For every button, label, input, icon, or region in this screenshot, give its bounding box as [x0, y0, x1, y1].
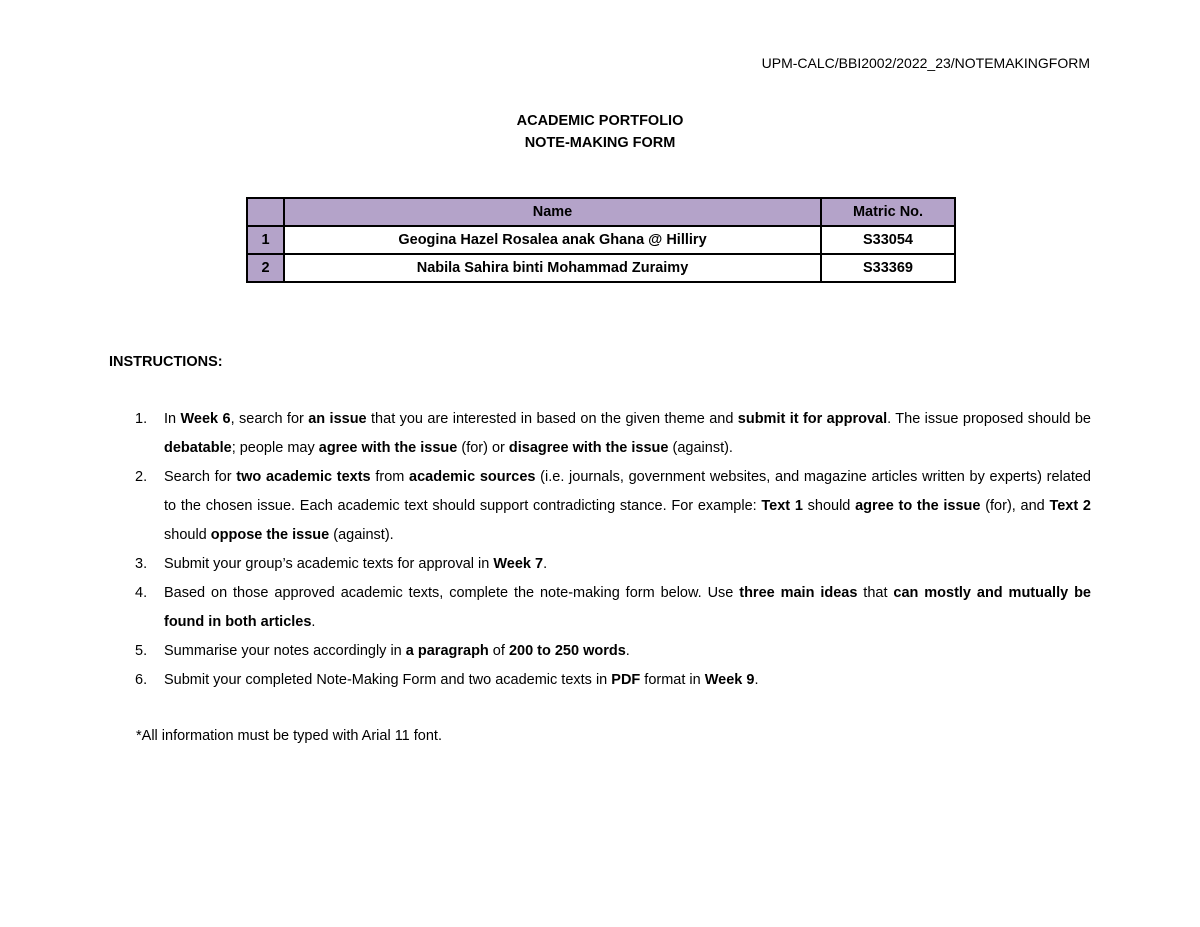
matric-number: S33054	[821, 226, 955, 254]
row-number: 2	[247, 254, 284, 282]
instruction-emphasis: agree to the issue	[855, 498, 981, 514]
form-title	[0, 110, 1200, 154]
instruction-number: 1.	[135, 411, 148, 427]
instruction-emphasis: can mostly and mutually be found in both articles	[164, 585, 1091, 630]
instruction-text: Search for	[164, 469, 237, 485]
instruction-emphasis: an issue	[308, 411, 367, 427]
document-code: UPM-CALC/BBI2002/2022_23/NOTEMAKINGFORM	[761, 55, 1090, 71]
instruction-text: of	[488, 643, 509, 659]
instruction-text: . The issue proposed should be	[887, 411, 1091, 427]
instruction-emphasis: academic sources	[409, 469, 536, 485]
instruction-text: (for), and	[980, 498, 1050, 514]
title-line-1: ACADEMIC PORTFOLIO	[516, 113, 684, 129]
title-line-2: NOTE-MAKING FORM	[524, 135, 676, 151]
instruction-emphasis: two academic texts	[236, 469, 371, 485]
table-row	[247, 254, 955, 282]
instruction-text: should	[164, 527, 211, 543]
instruction-text: that you are interested in based on the given theme and	[366, 411, 738, 427]
instruction-text: (i.e. journals, government websites, and magazine articles written by experts) related to the chosen issue. Each academic text should support contradicting stance. For example:	[164, 469, 1091, 514]
instruction-emphasis: submit it for approval	[737, 411, 888, 427]
instruction-text: (for) or	[457, 440, 509, 456]
instruction-item	[135, 637, 1091, 666]
instruction-text: In	[164, 411, 181, 427]
instruction-text: Based on those approved academic texts, complete the note-making form below. Use	[164, 585, 740, 601]
instruction-text: .	[543, 556, 548, 572]
member-name: Geogina Hazel Rosalea anak Ghana @ Hilliry	[284, 226, 821, 254]
instruction-emphasis: 200 to 250 words	[508, 643, 626, 659]
header-cell-number	[247, 198, 284, 226]
header-cell-matric: Matric No.	[821, 198, 955, 226]
instruction-emphasis: oppose the issue	[210, 527, 330, 543]
instruction-emphasis: agree with the issue	[318, 440, 458, 456]
instruction-number: 6.	[135, 672, 148, 688]
table-row	[247, 226, 955, 254]
instruction-emphasis: Text 2	[1049, 498, 1091, 514]
instruction-emphasis: three main ideas	[739, 585, 858, 601]
instruction-text: format in	[640, 672, 705, 688]
instruction-emphasis: debatable	[164, 440, 232, 456]
instruction-text: should	[802, 498, 856, 514]
instructions-list	[135, 405, 1091, 695]
instruction-text: Submit your group’s academic texts for approval in	[164, 556, 494, 572]
instruction-text: Summarise your notes accordingly in	[164, 643, 406, 659]
instruction-text: .	[754, 672, 759, 688]
instruction-item	[135, 405, 1091, 463]
font-note: *All information must be typed with Arial 11 font.	[136, 728, 442, 744]
instruction-emphasis: Text 1	[761, 498, 803, 514]
instruction-emphasis: Week 7	[493, 556, 544, 572]
instruction-text: .	[625, 643, 630, 659]
member-name: Nabila Sahira binti Mohammad Zuraimy	[284, 254, 821, 282]
matric-number: S33369	[821, 254, 955, 282]
instruction-number: 4.	[135, 585, 148, 601]
instruction-number: 2.	[135, 469, 148, 485]
instruction-number: 3.	[135, 556, 148, 572]
instruction-item	[135, 463, 1091, 550]
instruction-text: Submit your completed Note-Making Form and two academic texts in	[164, 672, 612, 688]
instruction-text: that	[857, 585, 894, 601]
instruction-number: 5.	[135, 643, 148, 659]
instructions-heading: INSTRUCTIONS:	[109, 354, 223, 370]
instruction-item	[135, 579, 1091, 637]
instruction-emphasis: PDF	[611, 672, 641, 688]
instruction-text: .	[311, 614, 316, 630]
instruction-item	[135, 666, 1091, 695]
instruction-emphasis: a paragraph	[405, 643, 489, 659]
instruction-item	[135, 550, 1091, 579]
members-table	[246, 197, 956, 283]
instruction-text: from	[370, 469, 410, 485]
header-cell-name: Name	[284, 198, 821, 226]
row-number: 1	[247, 226, 284, 254]
instruction-text: (against).	[668, 440, 733, 456]
instruction-emphasis: Week 6	[180, 411, 231, 427]
instruction-text: (against).	[329, 527, 394, 543]
instruction-text: ; people may	[231, 440, 319, 456]
table-header-row	[247, 198, 955, 226]
instruction-emphasis: Week 9	[704, 672, 755, 688]
instruction-emphasis: disagree with the issue	[508, 440, 669, 456]
instruction-text: , search for	[230, 411, 309, 427]
